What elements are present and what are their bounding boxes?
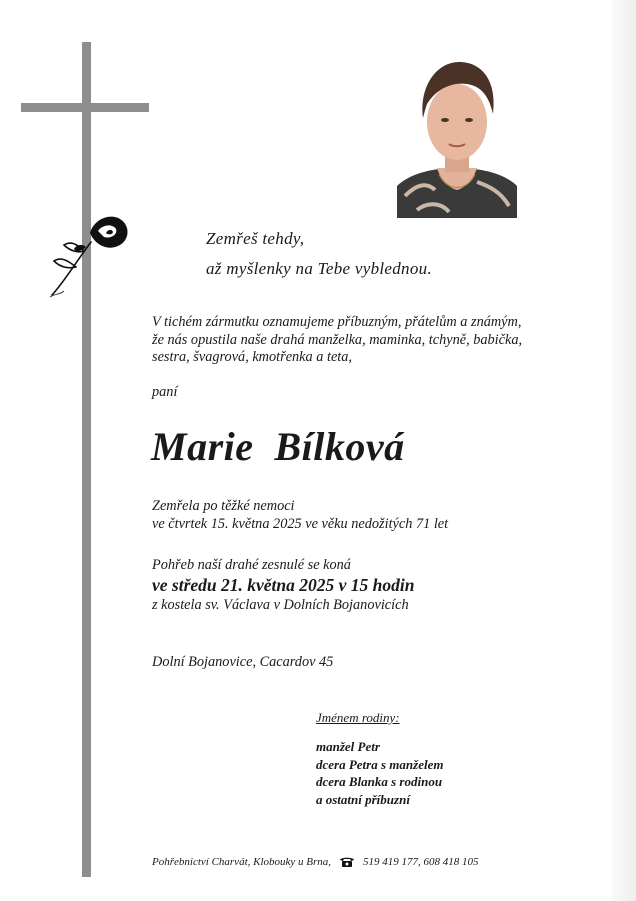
telephone-icon xyxy=(339,856,355,868)
poem-line-2: až myšlenky na Tebe vyblednou. xyxy=(206,259,433,278)
death-line-1: Zemřela po těžké nemoci xyxy=(152,498,295,514)
cross-vertical-bar xyxy=(82,42,91,877)
deceased-name: Marie Bílková xyxy=(151,424,405,469)
announcement-line-2: že nás opustila naše drahá manželka, maminka, tchyně, babička, xyxy=(152,331,523,348)
phone-numbers: 519 419 177, 608 418 105 xyxy=(363,856,479,868)
portrait-photo xyxy=(397,56,517,218)
funeral-intro: Pohřeb naší drahé zesnulé se koná xyxy=(152,557,351,573)
footer xyxy=(152,856,479,868)
announcement-line-1: V tichém zármutku oznamujeme příbuzným, přátelům a známým, xyxy=(152,314,522,330)
funeral-datetime: ve středu 21. května 2025 v 15 hodin xyxy=(152,575,415,595)
death-details xyxy=(152,497,448,533)
death-line-2: ve čtvrtek 15. května 2025 ve věku nedožitých 71 let xyxy=(152,516,449,532)
funeral-details xyxy=(152,556,415,614)
rose-icon xyxy=(46,207,136,302)
memorial-poem xyxy=(206,224,432,284)
cross-horizontal-bar xyxy=(21,103,149,112)
announcement-line-3: sestra, švagrová, kmotřenka a teta, xyxy=(152,349,352,365)
family-member: manžel Petr xyxy=(316,739,380,754)
family-heading: Jménem rodiny: xyxy=(316,710,400,725)
family-member: dcera Petra s manželem xyxy=(316,756,444,772)
page-edge xyxy=(612,0,636,901)
announcement-text xyxy=(152,314,582,367)
family-block xyxy=(316,710,443,808)
salutation: paní xyxy=(152,384,178,400)
funeral-company: Pohřebnictví Charvát, Klobouky u Brna, xyxy=(152,856,332,868)
poem-line-1: Zemřeš tehdy, xyxy=(206,229,305,248)
address: Dolní Bojanovice, Cacardov 45 xyxy=(152,654,334,670)
family-member: a ostatní příbuzní xyxy=(316,791,410,807)
funeral-place: z kostela sv. Václava v Dolních Bojanovicích xyxy=(152,597,409,613)
family-member: dcera Blanka s rodinou xyxy=(316,774,443,789)
